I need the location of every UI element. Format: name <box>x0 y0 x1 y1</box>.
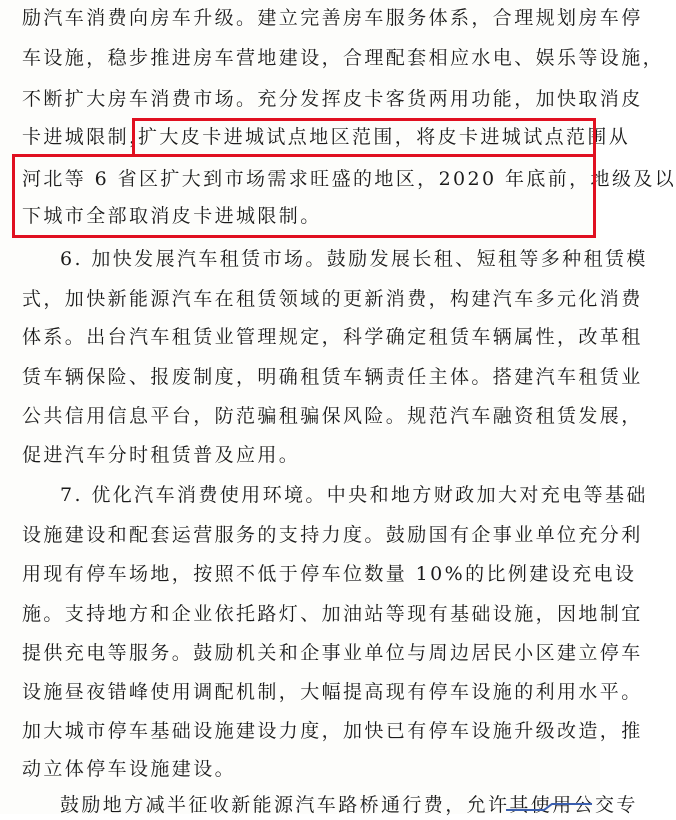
text-line: 设施建设和配套运营服务的支持力度。鼓励国有企事业单位充分利 <box>22 524 643 546</box>
text-line: 体系。出台汽车租赁业管理规定，科学确定租赁车辆属性，改革租 <box>22 326 643 348</box>
text-line: 提供充电等服务。鼓励机关和企事业单位与周边居民小区建立停车 <box>22 642 643 664</box>
text-line: 公共信用信息平台，防范骗租骗保风险。规范汽车融资租赁发展， <box>22 405 643 427</box>
text-line: 式，加快新能源汽车在租赁领域的更新消费，构建汽车多元化消费 <box>22 288 643 310</box>
section-6-heading-line: 6. 加快发展汽车租赁市场。鼓励发展长租、短租等多种租赁模 <box>60 248 648 270</box>
highlight-box-joint <box>12 154 135 157</box>
text-line: 鼓励地方减半征收新能源汽车路桥通行费，允许其使用公交专 <box>60 794 638 816</box>
highlighted-text-line: 扩大皮卡进城试点地区范围，将皮卡进城试点范围从 <box>138 126 631 148</box>
text-line: 卡进城限制， <box>22 126 151 148</box>
text-line: 赁车辆保险、报废制度，明确租赁车辆责任主体。搭建汽车租赁业 <box>22 366 643 388</box>
section-7-heading-line: 7. 优化汽车消费使用环境。中央和地方财政加大对充电等基础 <box>60 484 648 506</box>
corner-decoration <box>504 800 594 812</box>
text-line: 励汽车消费向房车升级。建立完善房车服务体系，合理规划房车停 <box>22 7 643 29</box>
highlighted-text-line: 河北等 6 省区扩大到市场需求旺盛的地区，2020 年底前，地级及以 <box>22 168 676 190</box>
text-line: 用现有停车场地，按照不低于停车位数量 10%的比例建设充电设 <box>22 563 637 585</box>
text-line: 促进汽车分时租赁普及应用。 <box>22 444 301 466</box>
text-line: 动立体停车设施建设。 <box>22 758 237 780</box>
text-line: 设施昼夜错峰使用调配机制，大幅提高现有停车设施的利用水平。 <box>22 681 643 703</box>
text-line: 加大城市停车基础设施建设力度，加快已有停车设施升级改造，推 <box>22 720 643 742</box>
text-line: 车设施，稳步推进房车营地建设，合理配套相应水电、娱乐等设施， <box>22 47 665 69</box>
text-line: 不断扩大房车消费市场。充分发挥皮卡客货两用功能，加快取消皮 <box>22 88 643 110</box>
highlighted-text-line: 下城市全部取消皮卡进城限制。 <box>22 205 322 227</box>
text-line: 施。支持地方和企业依托路灯、加油站等现有基础设施，因地制宜 <box>22 603 643 625</box>
